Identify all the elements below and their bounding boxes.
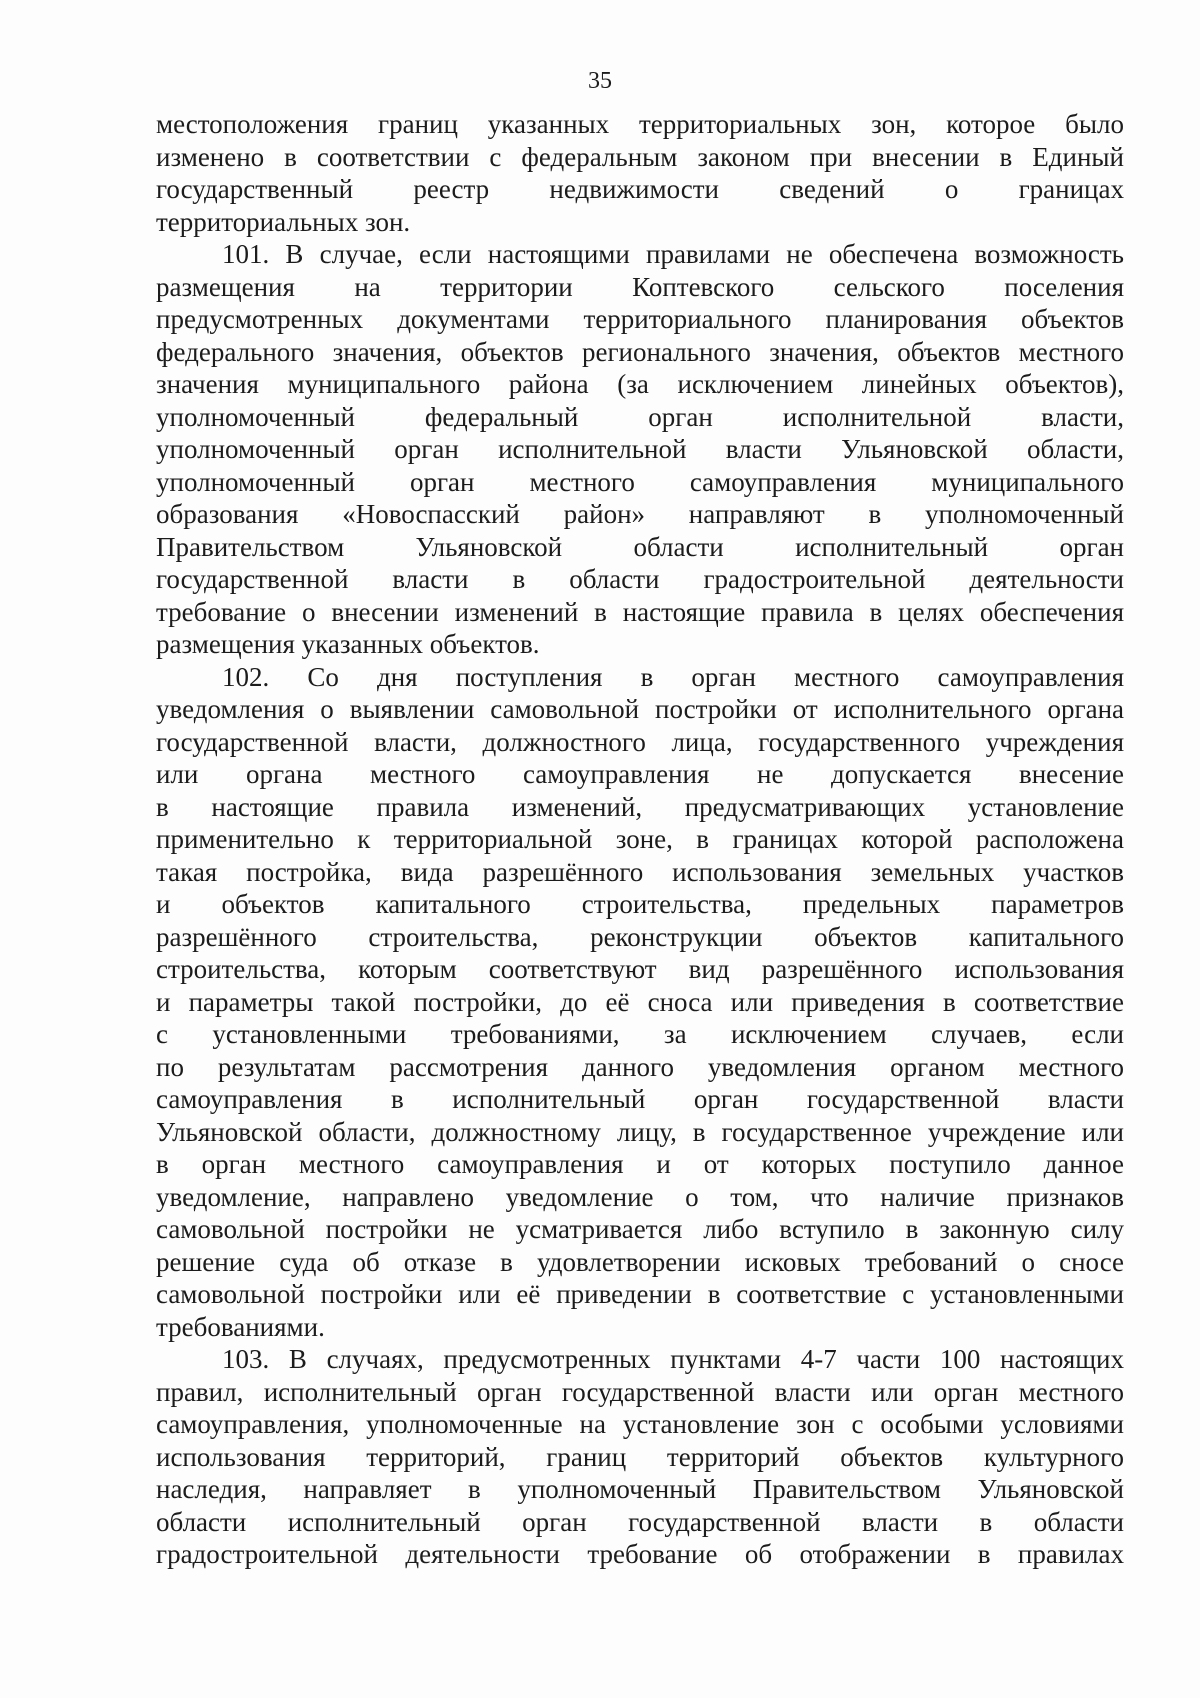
text-line: правил, исполнительный орган государственной власти или орган местного — [156, 1376, 1124, 1407]
text-line: Правительством Ульяновской области исполнительный орган — [156, 531, 1124, 562]
page-number: 35 — [588, 68, 612, 94]
text-line: предусмотренных документами территориального планирования объектов — [156, 304, 1124, 334]
text-line: и параметры такой постройки, до её сноса или приведения в соответствие — [156, 986, 1124, 1017]
text-line: в орган местного самоуправления и от которых поступило данное — [156, 1149, 1124, 1179]
text-line: требованиями. — [156, 1311, 325, 1342]
text-line: государственной власти в области градостроительной деятельности — [156, 564, 1124, 594]
text-line: 103. В случаях, предусмотренных пунктами 4-7 части 100 настоящих — [222, 1344, 1124, 1374]
text-line: уполномоченный федеральный орган исполнительной власти, — [156, 401, 1124, 432]
text-line: с установленными требованиями, за исключением случаев, если — [156, 1019, 1124, 1049]
text-line: уведомления о выявлении самовольной постройки от исполнительного органа — [156, 694, 1124, 724]
text-line: градостроительной деятельности требование об отображении в правилах — [156, 1539, 1124, 1569]
paragraph-103 — [156, 1343, 1124, 1571]
text-line: 102. Со дня поступления в орган местного самоуправления — [222, 661, 1124, 692]
text-line: размещения на территории Коптевского сельского поселения — [156, 271, 1124, 302]
text-line: использования территорий, границ территорий объектов культурного — [156, 1441, 1124, 1472]
text-line: и объектов капитального строительства, предельных параметров — [156, 889, 1124, 919]
text-line: Ульяновской области, должностному лицу, в государственное учреждение или — [156, 1116, 1124, 1147]
paragraph-102 — [156, 661, 1124, 1344]
text-line: федерального значения, объектов регионального значения, объектов местного — [156, 336, 1124, 367]
text-line: строительства, которым соответствуют вид разрешённого использования — [156, 954, 1124, 984]
paragraph-continuation — [156, 108, 1124, 238]
text-line: образования «Новоспасский район» направляют в уполномоченный — [156, 499, 1124, 529]
text-line: размещения указанных объектов. — [156, 629, 540, 659]
text-line: территориальных зон. — [156, 206, 411, 237]
text-line: применительно к территориальной зоне, в границах которой расположена — [156, 824, 1124, 854]
text-line: 101. В случае, если настоящими правилами не обеспечена возможность — [222, 239, 1124, 269]
text-line: наследия, направляет в уполномоченный Правительством Ульяновской — [156, 1474, 1124, 1504]
text-line: или органа местного самоуправления не допускается внесение — [156, 759, 1124, 789]
text-line: области исполнительный орган государственной власти в области — [156, 1506, 1124, 1537]
text-line: по результатам рассмотрения данного уведомления органом местного — [156, 1051, 1124, 1082]
document-body — [156, 108, 1124, 1571]
text-line: изменено в соответствии с федеральным законом при внесении в Единый — [156, 141, 1124, 172]
text-line: самоуправления в исполнительный орган государственной власти — [156, 1084, 1124, 1114]
text-line: уполномоченный орган исполнительной власти Ульяновской области, — [156, 434, 1124, 464]
text-line: требование о внесении изменений в настоящие правила в целях обеспечения — [156, 596, 1124, 627]
text-line: разрешённого строительства, реконструкции объектов капитального — [156, 921, 1124, 952]
text-line: самовольной постройки не усматривается либо вступило в законную силу — [156, 1214, 1124, 1244]
text-line: самоуправления, уполномоченные на установление зон с особыми условиями — [156, 1409, 1124, 1439]
text-line: уведомление, направлено уведомление о том, что наличие признаков — [156, 1181, 1124, 1212]
text-line: самовольной постройки или её приведении в соответствие с установленными — [156, 1279, 1124, 1309]
text-line: местоположения границ указанных территориальных зон, которое было — [156, 109, 1124, 139]
text-line: уполномоченный орган местного самоуправления муниципального — [156, 466, 1124, 497]
text-line: такая постройка, вида разрешённого использования земельных участков — [156, 856, 1124, 887]
text-line: государственный реестр недвижимости сведений о границах — [156, 174, 1124, 204]
text-line: в настоящие правила изменений, предусматривающих установление — [156, 791, 1124, 822]
text-line: значения муниципального района (за исключением линейных объектов), — [156, 369, 1124, 399]
paragraph-101 — [156, 238, 1124, 661]
text-line: государственной власти, должностного лица, государственного учреждения — [156, 726, 1124, 757]
text-line: решение суда об отказе в удовлетворении исковых требований о сносе — [156, 1246, 1124, 1277]
